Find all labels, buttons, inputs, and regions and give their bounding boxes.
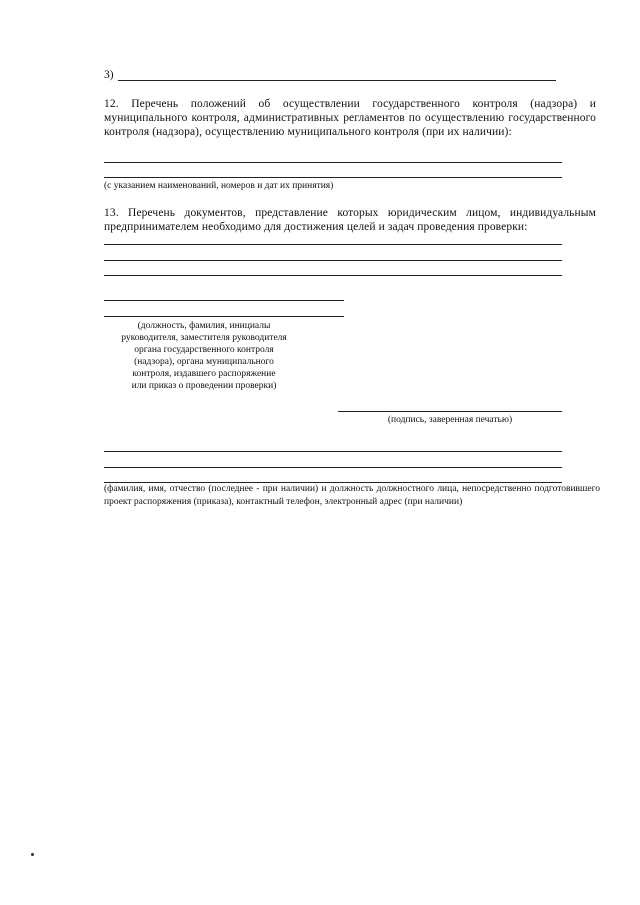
item-12-fill-line-2: [104, 177, 562, 178]
signature-line: [338, 411, 562, 412]
signatory-caption-line-6: или приказ о проведении проверки): [131, 381, 277, 391]
item-12-text: 12. Перечень положений об осуществлении государственного контроля (надзора) и муниципального контроля, административных регламентов по осуществлению государственного контроля (надзора), осуществлению муниципального контроля (при их наличии):: [104, 98, 596, 138]
item-12-caption: (с указанием наименований, номеров и дат их принятия): [104, 181, 334, 191]
item-13-fill-line-1: [104, 244, 562, 245]
preparer-fill-line-2: [104, 467, 562, 468]
signatory-fill-line-2: [104, 316, 344, 317]
signatory-caption-line-5: контроля, издавшего распоряжение: [132, 369, 276, 379]
item-13-text: 13. Перечень документов, представление которых юридическим лицом, индивидуальным предпринимателем необходимо для достижения целей и задач проведения проверки:: [104, 207, 596, 233]
item-13-fill-line-3: [104, 275, 562, 276]
item-13-fill-line-2: [104, 260, 562, 261]
signatory-caption-line-3: органа государственного контроля: [134, 345, 274, 355]
signature-caption: (подпись, заверенная печатью): [387, 415, 513, 425]
preparer-caption: (фамилия, имя, отчество (последнее - при наличии) и должность должностного лица, непосредственно подготовившего проект распоряжения (приказа), контактный телефон, электронный адрес (при наличии): [104, 484, 600, 507]
preparer-fill-line-1: [104, 451, 562, 452]
signatory-caption-line-1: (должность, фамилия, инициалы: [137, 321, 271, 331]
item-12-fill-line-1: [104, 162, 562, 163]
item-3-label: 3): [104, 69, 114, 81]
scan-speck: [31, 853, 34, 856]
signatory-caption: [104, 320, 304, 392]
item-3-fill-line: [118, 80, 556, 81]
signatory-fill-line-1: [104, 300, 344, 301]
signatory-caption-line-4: (надзора), органа муниципального: [134, 357, 274, 367]
signatory-caption-line-2: руководителя, заместителя руководителя: [121, 333, 287, 343]
